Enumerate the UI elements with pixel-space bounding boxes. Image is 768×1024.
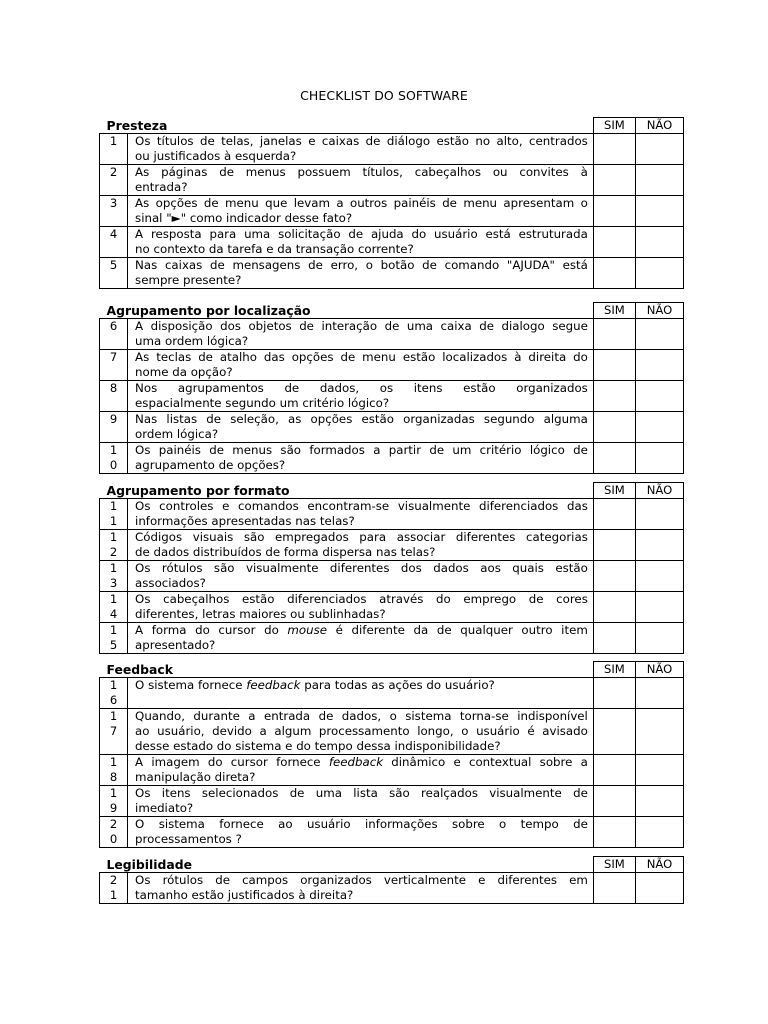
- item-question: As opções de menu que levam a outros painéis de menu apresentam o sinal "►" como indicador desse fato?: [128, 196, 594, 227]
- document-title: CHECKLIST DO SOFTWARE: [300, 88, 468, 103]
- table-row: [100, 561, 684, 592]
- item-question: Os cabeçalhos estão diferenciados através do emprego de cores diferentes, letras maiores ou sublinhadas?: [128, 592, 594, 623]
- column-nao-header: NÃO: [635, 857, 683, 873]
- nao-checkbox-cell[interactable]: [635, 134, 683, 165]
- section-feedback: [99, 661, 684, 848]
- nao-checkbox-cell[interactable]: [635, 755, 683, 786]
- section-legibilidade: [99, 856, 684, 904]
- table-row: [100, 592, 684, 623]
- column-sim-header: SIM: [593, 483, 635, 499]
- table-row: [100, 499, 684, 530]
- item-question: As páginas de menus possuem títulos, cabeçalhos ou convites à entrada?: [128, 165, 594, 196]
- table-row: [100, 817, 684, 848]
- sim-checkbox-cell[interactable]: [593, 561, 635, 592]
- nao-checkbox-cell[interactable]: [635, 443, 683, 474]
- table-row: [100, 623, 684, 654]
- table-row: [100, 165, 684, 196]
- sim-checkbox-cell[interactable]: [593, 196, 635, 227]
- item-question: Nas caixas de mensagens de erro, o botão de comando "AJUDA" está sempre presente?: [128, 258, 594, 289]
- table-row: [100, 412, 684, 443]
- item-question: Códigos visuais são empregados para associar diferentes categorias de dados distribuídos de forma dispersa nas telas?: [128, 530, 594, 561]
- sim-checkbox-cell[interactable]: [593, 443, 635, 474]
- nao-checkbox-cell[interactable]: [635, 873, 683, 904]
- nao-checkbox-cell[interactable]: [635, 258, 683, 289]
- item-question: Os controles e comandos encontram-se visualmente diferenciados das informações apresentadas nas telas?: [128, 499, 594, 530]
- nao-checkbox-cell[interactable]: [635, 530, 683, 561]
- column-sim-header: SIM: [593, 303, 635, 319]
- sim-checkbox-cell[interactable]: [593, 412, 635, 443]
- item-number: 1 8: [100, 755, 128, 786]
- item-number: 1 1: [100, 499, 128, 530]
- nao-checkbox-cell[interactable]: [635, 196, 683, 227]
- item-question: A disposição dos objetos de interação de uma caixa de dialogo segue uma ordem lógica?: [128, 319, 594, 350]
- nao-checkbox-cell[interactable]: [635, 592, 683, 623]
- sim-checkbox-cell[interactable]: [593, 165, 635, 196]
- sim-checkbox-cell[interactable]: [593, 786, 635, 817]
- sim-checkbox-cell[interactable]: [593, 873, 635, 904]
- item-number: 1 7: [100, 709, 128, 755]
- item-number: 1 6: [100, 678, 128, 709]
- nao-checkbox-cell[interactable]: [635, 786, 683, 817]
- item-question: Os títulos de telas, janelas e caixas de diálogo estão no alto, centrados ou justificados à esquerda?: [128, 134, 594, 165]
- item-number: 9: [100, 412, 128, 443]
- table-row: [100, 530, 684, 561]
- table-row: [100, 227, 684, 258]
- item-number: 8: [100, 381, 128, 412]
- item-question: Os painéis de menus são formados a partir de um critério lógico de agrupamento de opções?: [128, 443, 594, 474]
- item-question: As teclas de atalho das opções de menu estão localizados à direita do nome da opção?: [128, 350, 594, 381]
- nao-checkbox-cell[interactable]: [635, 350, 683, 381]
- item-number: 1 3: [100, 561, 128, 592]
- sim-checkbox-cell[interactable]: [593, 817, 635, 848]
- column-nao-header: NÃO: [635, 483, 683, 499]
- item-number: 1 5: [100, 623, 128, 654]
- column-sim-header: SIM: [593, 118, 635, 134]
- nao-checkbox-cell[interactable]: [635, 709, 683, 755]
- item-question: O sistema fornece ao usuário informações sobre o tempo de processamentos ?: [128, 817, 594, 848]
- nao-checkbox-cell[interactable]: [635, 678, 683, 709]
- column-sim-header: SIM: [593, 857, 635, 873]
- table-row: [100, 709, 684, 755]
- item-number: 2 1: [100, 873, 128, 904]
- item-number: 6: [100, 319, 128, 350]
- sim-checkbox-cell[interactable]: [593, 709, 635, 755]
- section-agrupamento-localizacao: [99, 302, 684, 474]
- item-number: 2 0: [100, 817, 128, 848]
- table-row: [100, 786, 684, 817]
- item-question: Nas listas de seleção, as opções estão organizadas segundo alguma ordem lógica?: [128, 412, 594, 443]
- table-row: [100, 134, 684, 165]
- item-question: Os rótulos são visualmente diferentes dos dados aos quais estão associados?: [128, 561, 594, 592]
- item-number: 2: [100, 165, 128, 196]
- sim-checkbox-cell[interactable]: [593, 678, 635, 709]
- item-number: 1 0: [100, 443, 128, 474]
- item-question: Quando, durante a entrada de dados, o sistema torna-se indisponível ao usuário, devido a algum processamento longo, o usuário é avisado desse estado do sistema e do tempo dessa indisponibilidade?: [128, 709, 594, 755]
- item-question: A resposta para uma solicitação de ajuda do usuário está estruturada no contexto da tarefa e da transação corrente?: [128, 227, 594, 258]
- table-row: [100, 319, 684, 350]
- table-row: [100, 350, 684, 381]
- table-row: [100, 755, 684, 786]
- column-nao-header: NÃO: [635, 303, 683, 319]
- sim-checkbox-cell[interactable]: [593, 623, 635, 654]
- nao-checkbox-cell[interactable]: [635, 165, 683, 196]
- item-question: Os itens selecionados de uma lista são realçados visualmente de imediato?: [128, 786, 594, 817]
- item-number: 5: [100, 258, 128, 289]
- item-number: 7: [100, 350, 128, 381]
- item-question: Nos agrupamentos de dados, os itens estão organizados espacialmente segundo um critério lógico?: [128, 381, 594, 412]
- item-question: A forma do cursor do mouse é diferente da de qualquer outro item apresentado?: [128, 623, 594, 654]
- section-presteza: [99, 117, 684, 289]
- sim-checkbox-cell[interactable]: [593, 755, 635, 786]
- nao-checkbox-cell[interactable]: [635, 499, 683, 530]
- item-number: 3: [100, 196, 128, 227]
- nao-checkbox-cell[interactable]: [635, 227, 683, 258]
- table-row: [100, 196, 684, 227]
- nao-checkbox-cell[interactable]: [635, 412, 683, 443]
- sim-checkbox-cell[interactable]: [593, 530, 635, 561]
- sim-checkbox-cell[interactable]: [593, 592, 635, 623]
- section-title: Presteza: [106, 118, 168, 133]
- column-sim-header: SIM: [593, 662, 635, 678]
- section-agrupamento-formato: [99, 482, 684, 654]
- nao-checkbox-cell[interactable]: [635, 381, 683, 412]
- sim-checkbox-cell[interactable]: [593, 350, 635, 381]
- sim-checkbox-cell[interactable]: [593, 499, 635, 530]
- nao-checkbox-cell[interactable]: [635, 561, 683, 592]
- item-number: 1 9: [100, 786, 128, 817]
- column-nao-header: NÃO: [635, 662, 683, 678]
- item-number: 4: [100, 227, 128, 258]
- sim-checkbox-cell[interactable]: [593, 227, 635, 258]
- section-title: Legibilidade: [106, 857, 193, 872]
- item-number: 1 4: [100, 592, 128, 623]
- item-question: A imagem do cursor fornece feedback dinâmico e contextual sobre a manipulação direta?: [128, 755, 594, 786]
- section-title: Agrupamento por formato: [106, 483, 290, 498]
- nao-checkbox-cell[interactable]: [635, 319, 683, 350]
- sim-checkbox-cell[interactable]: [593, 258, 635, 289]
- section-title: Agrupamento por localização: [106, 303, 311, 318]
- item-number: 1 2: [100, 530, 128, 561]
- table-row: [100, 873, 684, 904]
- item-number: 1: [100, 134, 128, 165]
- nao-checkbox-cell[interactable]: [635, 623, 683, 654]
- column-nao-header: NÃO: [635, 118, 683, 134]
- table-row: [100, 443, 684, 474]
- sim-checkbox-cell[interactable]: [593, 134, 635, 165]
- sim-checkbox-cell[interactable]: [593, 381, 635, 412]
- sim-checkbox-cell[interactable]: [593, 319, 635, 350]
- nao-checkbox-cell[interactable]: [635, 817, 683, 848]
- section-title: Feedback: [106, 662, 173, 677]
- item-question: Os rótulos de campos organizados verticalmente e diferentes em tamanho estão justificados à direita?: [128, 873, 594, 904]
- table-row: [100, 678, 684, 709]
- item-question: O sistema fornece feedback para todas as ações do usuário?: [128, 678, 594, 709]
- table-row: [100, 381, 684, 412]
- table-row: [100, 258, 684, 289]
